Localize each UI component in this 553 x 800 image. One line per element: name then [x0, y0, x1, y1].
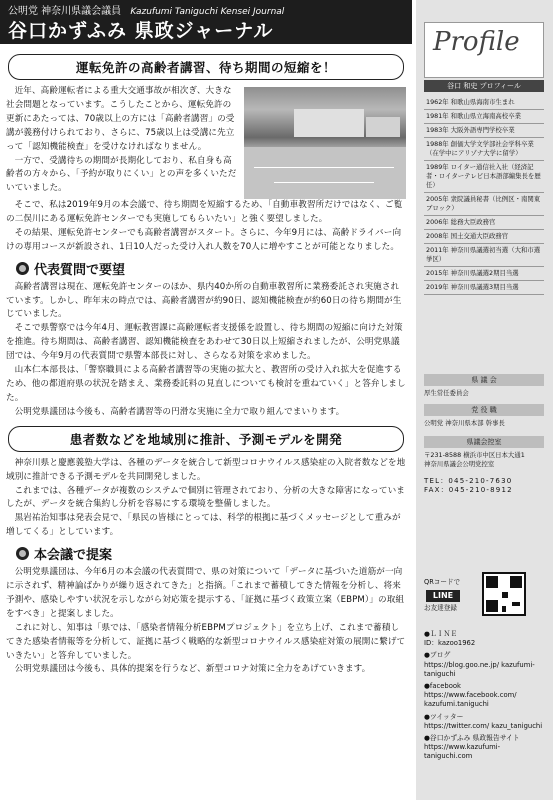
party-role-bar: 党 役 職 — [424, 404, 544, 416]
office-tel: TEL：045-210-7630 — [424, 477, 513, 485]
profile-bar: 谷口 和史 プロフィール — [424, 80, 544, 92]
article2-p5: これに対し、知事は「県では、「感染者情報分析EBPMプロジェクト」を立ち上げ、これまで蓄積してきた感染者情報等を分析して、証拠に基づく戦略的な新型コロナウイルス感染症対策の展開に繋げていきたい」と答弁していました。 — [6, 622, 406, 661]
career-item: 2011年 神奈川県議選初当選（大和市選挙区） — [424, 244, 544, 267]
masthead — [0, 0, 412, 44]
article1-p2: 一方で、受講待ちの期間が長期化しており、私自身も高齢者の方々から、「予約が取りにくい」との声を多くいただいていました。 — [6, 155, 237, 194]
masthead-subtitle — [8, 2, 284, 17]
career-item: 2005年 衆院議員秘書（比例区・南関東ブロック） — [424, 193, 544, 216]
link-line[interactable]: ●ＬＩＮＥ ID：kazoo1962 — [424, 630, 476, 648]
party-line: 公明党 神奈川県議会議員 — [8, 6, 122, 17]
article2-headline: 患者数などを地域別に推計、予測モデルを開発 — [8, 426, 404, 452]
link-blog[interactable]: ●ブログ https://blog.goo.ne.jp/ kazufumi-taniguchi — [424, 651, 535, 678]
party-role: 公明党 神奈川県本部 幹事長 — [424, 419, 505, 427]
article2-p3: 黒岩祐治知事は発表会見で、「県民の皆様にとっては、科学的根拠に基づくメッセージとして重みが増してくる」としています。 — [6, 513, 401, 538]
career-item: 2015年 神奈川県議選2期目当選 — [424, 267, 544, 281]
main-column — [6, 50, 406, 796]
office-bar: 県議会控室 — [424, 436, 544, 448]
article1-p5: 高齢者講習は現在、運転免許センターのほか、県内40か所の自動車教習所に業務委託され実施されています。しかし、昨年末の時点では、高齢者講習が約90日、認知機能検査が約60日の待ち期間が生じていました。 — [6, 281, 402, 320]
link-website[interactable]: ●谷口かずふみ 県政報告サイト https://www.kazufumi-taniguchi.com — [424, 734, 520, 761]
council-bar: 県 議 会 — [424, 374, 544, 386]
article2-p2: これまでは、各種データが複数のシステムで個別に管理されており、分析の大きな障害になっていましたが、データを統合集約し分析を容易にする環境を整備しました。 — [6, 485, 405, 510]
profile-sidebar — [416, 0, 553, 800]
english-title: Kazufumi Taniguchi Kensei Journal — [130, 7, 285, 17]
link-twitter[interactable]: ●ツイッター https://twitter.com/ kazu_taniguchi — [424, 712, 543, 730]
article1-intro — [6, 85, 406, 199]
qr-code-icon[interactable] — [482, 572, 526, 616]
article1-p7: 山本仁本部長は、「警察職員による高齢者講習等の実施の拡大と、教習所の受け入れ拡大を促進するため、他の都道府県の状況を踏まえ、業務委託料の見直しについても検討を重ねていく」と答弁しました。 — [6, 365, 406, 403]
council-committee: 厚生常任委員会 — [424, 389, 469, 397]
driving-center-photo — [244, 87, 406, 199]
article1-p8: 公明党県議団は今後も、高齢者講習等の円滑な実施に全力で取り組んでまいります。 — [14, 406, 345, 417]
qr-sub-label: お友達登録 — [424, 604, 457, 612]
article2-subheading — [16, 544, 406, 563]
career-list — [424, 96, 544, 295]
career-item: 1962年 和歌山県海南市生まれ — [424, 96, 544, 110]
office-address — [424, 451, 544, 495]
career-item: 1989年 ロイター通信社入社（経済記者・ロイターテレビ日本語部編集長を歴任） — [424, 161, 544, 193]
office-fax: FAX：045-210-8912 — [424, 486, 513, 494]
contact-links — [424, 630, 546, 765]
line-logo: LINE — [426, 590, 460, 602]
article2-p1: 神奈川県と慶應義塾大学は、各種のデータを統合して新型コロナウイルス感染症の入院者数などを地域別に推計できる予測モデルを共同開発しました。 — [6, 457, 406, 482]
qr-label: QRコードで — [424, 578, 461, 586]
career-item: 1983年 大阪外語専門学校卒業 — [424, 124, 544, 138]
career-item: 2008年 国土交通大臣政務官 — [424, 230, 544, 244]
link-facebook[interactable]: ●facebook https://www.facebook.com/ kazufumi.taniguchi — [424, 682, 517, 709]
article2-p6: 公明党県議団は今後も、具体的提案を行うなど、新型コロナ対策に全力をあげていきます。 — [14, 664, 371, 675]
article1-p1: 近年、高齢運転者による重大交通事故が相次ぎ、大きな社会問題となっています。こうしたことから、運転免許の更新にあたっては、70歳以上の方には「高齢者講習」の受講が義務付けられており、さらに、75歳以上は受講に先立って「認知機能検査」を受けなければなりません。 — [6, 86, 235, 152]
profile-script-title: Profile — [433, 27, 520, 57]
career-item: 1981年 和歌山県立海南高校卒業 — [424, 110, 544, 124]
article1-p3: そこで、私は2019年9月の本会議で、待ち期間を短縮するため、「自動車教習所だけではなく、ご覧の二俣川にある運転免許センターでも実施してもらいたい」と強く要望しました。 — [6, 200, 403, 224]
profile-title-box — [424, 22, 544, 78]
address-line-1: 〒231-8588 横浜市中区日本大通1 — [424, 451, 525, 459]
article1-headline: 運転免許の高齢者講習、待ち期間の短縮を！ — [8, 54, 404, 80]
article1-subheading-text: 代表質問で要望 — [34, 262, 126, 278]
career-item: 2019年 神奈川県議選3期目当選 — [424, 281, 544, 295]
career-item: 1988年 創価大学文学部社会学科卒業（在学中にアリゾナ大学に留学） — [424, 138, 544, 161]
address-line-2: 神奈川県議会公明党控室 — [424, 460, 495, 468]
bullet-icon — [16, 547, 29, 560]
article1-p4: その結果、運転免許センターでも高齢者講習がスタート。さらに、今年9月には、高齢ドライバー向けの専用コースが新設され、1日10人だった受け入れ人数を70人に増やすことが可能となりました。 — [6, 227, 402, 252]
page-title: 谷口かずふみ 県政ジャーナル — [8, 20, 274, 42]
article2-p4: 公明党県議団は、今年6月の本会議の代表質問で、県の対策について「データに基づいた道筋が一向に示されず、精神論ばかりが繰り返されてきた」と指摘。「これまで蓄積してきた情報を分析し、将来予測や、感染しやすい状況を示しながら対応策を提示する、「証拠に基づく政策立案（EBPM）」の取組をすべき」と提案しました。 — [6, 567, 405, 619]
career-item: 2006年 総務大臣政務官 — [424, 216, 544, 230]
article1-subheading — [16, 259, 406, 278]
article2-subheading-text: 本会議で提案 — [34, 548, 113, 564]
bullet-icon — [16, 262, 29, 275]
article1-p6: そこで県警察では今年4月、運転教習課に高齢運転者支援係を設置し、待ち期間の短縮に向けた対策を推進。待ち期間は、高齢者講習、認知機能検査をあわせて30日以上短縮されましたが、公明党県議団では、今年9月の代表質問で県警本部長に対し、さらなる対策を求めました。 — [6, 323, 403, 362]
